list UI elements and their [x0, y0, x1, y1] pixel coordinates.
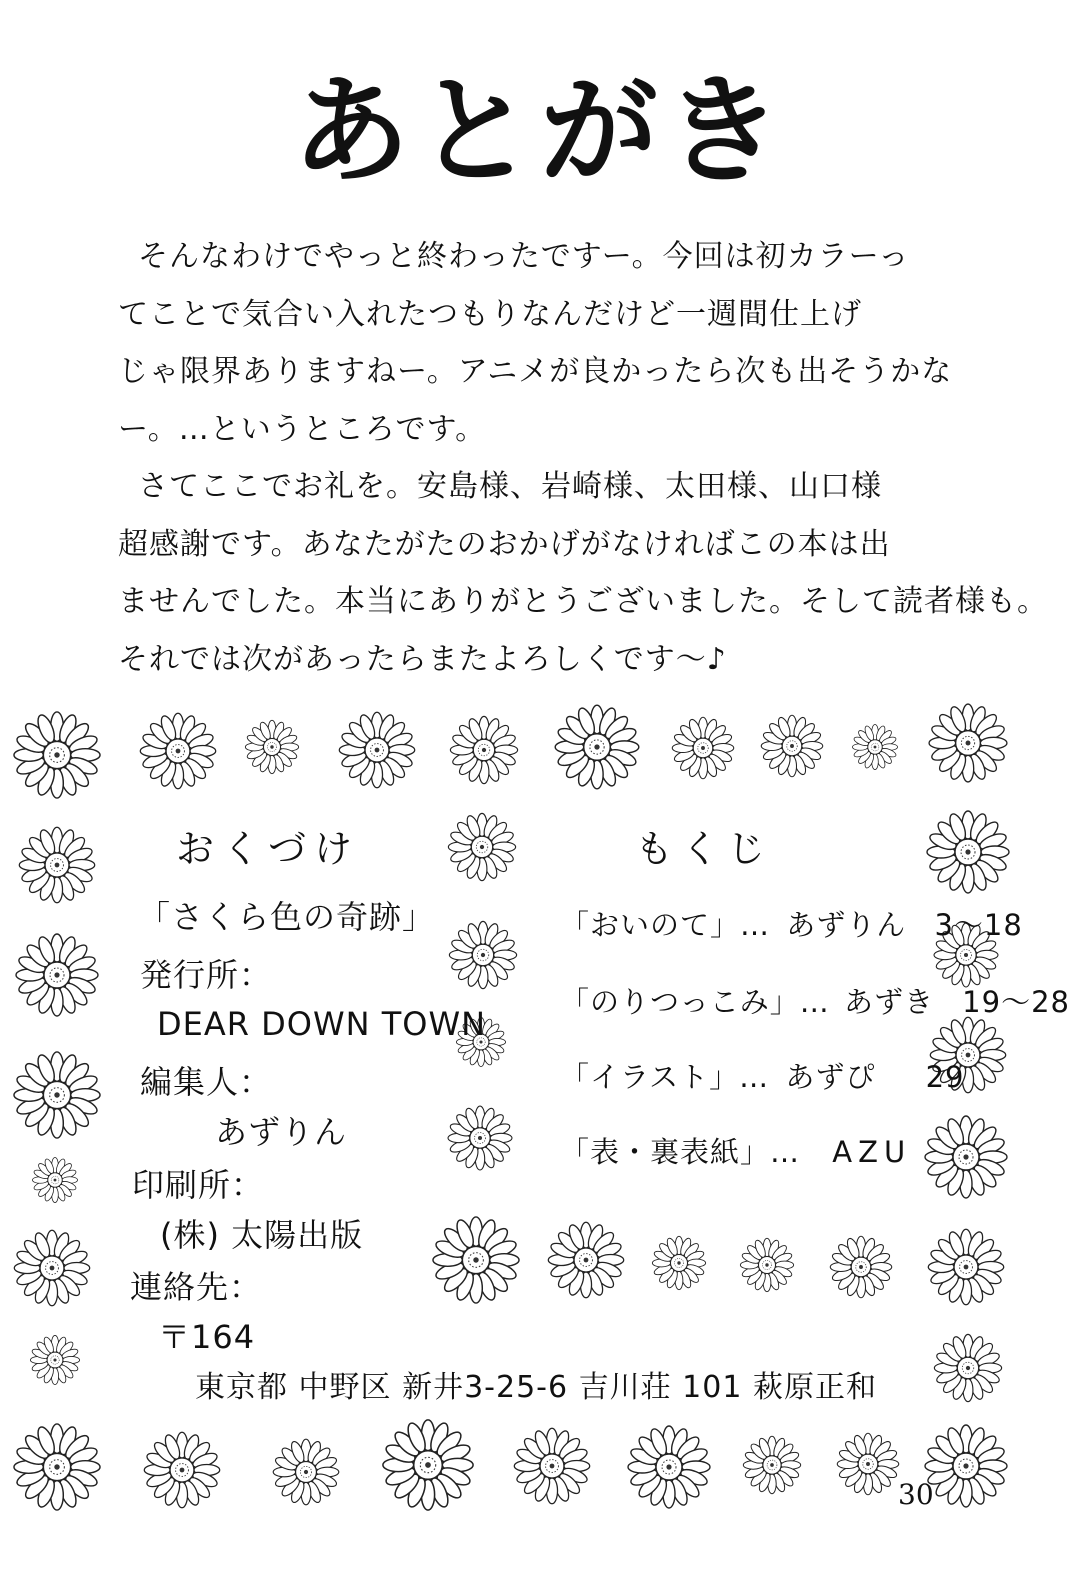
contact-address: 東京都 中野区 新井3-25-6 吉川荘 101 萩原正和 [195, 1370, 877, 1405]
toc-heading: もくじ [635, 827, 774, 871]
daisy-flower [652, 1236, 705, 1289]
toc-entry-title: 「イラスト」… [560, 1060, 770, 1094]
page-number: 30 [898, 1478, 934, 1511]
daisy-flower [934, 1334, 1001, 1401]
daisy-flower [448, 1106, 512, 1170]
publisher-label: 発行所： [140, 956, 273, 994]
toc-entry [560, 903, 1023, 944]
daisy-flower [30, 1335, 79, 1384]
paragraph-line: それでは次があったらまたよろしくです～♪ [118, 641, 727, 677]
book-title: 「さくら色の奇跡」 [138, 898, 436, 936]
daisy-flower [19, 827, 94, 902]
toc-entry-title: 「表・裏表紙」… [560, 1135, 801, 1169]
daisy-flower [925, 1425, 1007, 1507]
page-title: あとがき [291, 62, 788, 200]
daisy-flower [925, 1116, 1007, 1198]
toc-entry-author: あずぴ [785, 1060, 876, 1094]
toc-entry-pages: 19～28 [962, 985, 1070, 1019]
toc-entry-author: AZU [832, 1135, 912, 1169]
daisy-flower [383, 1420, 473, 1510]
daisy-flower [743, 1436, 800, 1493]
daisy-flower [514, 1428, 589, 1503]
daisy-flower [449, 921, 516, 988]
daisy-flower [548, 1222, 623, 1297]
publisher-name: DEAR DOWN TOWN [157, 1005, 487, 1043]
daisy-flower [144, 1432, 219, 1507]
toc-entry-author: あずりん [786, 908, 907, 942]
daisy-flower [14, 1052, 100, 1138]
paragraph-line: ませんでした。本当にありがとうございました。そして読者様も。 [118, 584, 1048, 619]
daisy-flower [852, 724, 897, 769]
daisy-flower [14, 712, 100, 798]
daisy-flower [555, 705, 639, 789]
daisy-flower [16, 934, 98, 1016]
printer-name: (株) 太陽出版 [160, 1216, 364, 1254]
daisy-flower [927, 811, 1009, 893]
daisy-flower [14, 1424, 100, 1510]
daisy-flower [339, 712, 414, 787]
editor-label: 編集人： [140, 1063, 273, 1101]
daisy-flower [273, 1439, 339, 1505]
contact-label: 連絡先： [130, 1268, 263, 1306]
editor-name: あずりん [215, 1113, 348, 1151]
daisy-flower [448, 813, 515, 880]
printer-label: 印刷所： [132, 1166, 265, 1204]
paragraph-line: 超感謝です。あなたがたのおかげがなければこの本は出 [118, 526, 891, 562]
toc-entry-pages: 3～18 [934, 908, 1023, 942]
paragraph-line: じゃ限界ありますねー。アニメが良かったら次も出そうかな [118, 354, 953, 389]
daisy-flower [672, 717, 734, 779]
daisy-flower [140, 713, 215, 788]
colophon-heading: おくづけ [176, 827, 361, 871]
daisy-flower [761, 715, 823, 777]
daisy-flower [14, 1230, 89, 1305]
toc-entry [560, 980, 1070, 1021]
paragraph-line: てことで気合い入れたつもりなんだけど一週間仕上げ [118, 296, 862, 332]
daisy-flower [928, 1229, 1003, 1304]
postal-code: 〒164 [158, 1318, 256, 1356]
toc-entry-pages: 29 [925, 1060, 965, 1094]
paragraph-line: そんなわけでやっと終わったですー。今回は初カラーっ [138, 239, 910, 274]
daisy-flower [433, 1217, 519, 1303]
toc-entry-title: 「のりつっこみ」… [560, 985, 830, 1019]
toc-entry-title: 「おいのて」… [560, 908, 771, 942]
daisy-flower [837, 1433, 899, 1495]
toc-entry-author: あずき [843, 985, 934, 1019]
toc-entry [560, 1055, 965, 1096]
daisy-flower [450, 716, 517, 783]
paragraph-line: ー。…というところです。 [118, 411, 487, 447]
daisy-flower [929, 704, 1007, 782]
paragraph-line: さてここでお礼を。安島様、岩崎様、太田様、山口様 [138, 469, 882, 504]
daisy-flower [245, 720, 298, 773]
toc-entry [560, 1130, 911, 1171]
daisy-flower [830, 1236, 892, 1298]
daisy-flower [740, 1238, 793, 1291]
daisy-flower [32, 1157, 77, 1202]
daisy-flower [628, 1426, 710, 1508]
